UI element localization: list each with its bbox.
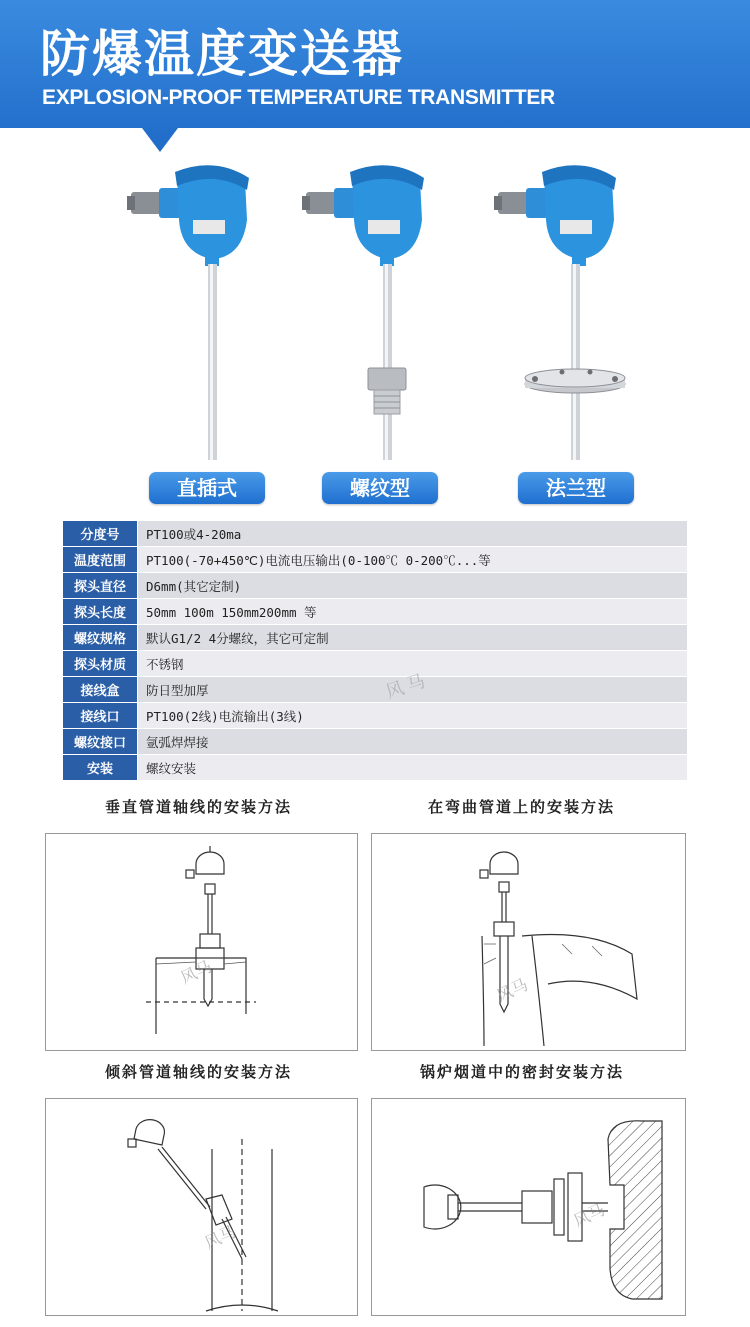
spec-value: D6mm(其它定制) bbox=[138, 573, 687, 598]
caption-inclined-pipe: 倾斜管道轴线的安装方法 bbox=[105, 1063, 293, 1081]
spec-row bbox=[63, 625, 687, 650]
diagram-vertical-pipe bbox=[45, 833, 358, 1051]
spec-label: 探头直径 bbox=[63, 573, 137, 598]
spec-row bbox=[63, 547, 687, 572]
spec-row bbox=[63, 521, 687, 546]
caption-boiler-flue: 锅炉烟道中的密封安装方法 bbox=[420, 1063, 625, 1081]
spec-label: 安装 bbox=[63, 755, 137, 780]
diagram-boiler-flue bbox=[371, 1098, 686, 1316]
spec-label: 探头材质 bbox=[63, 651, 137, 676]
flange-transmitter-image bbox=[492, 160, 672, 460]
spec-label: 温度范围 bbox=[63, 547, 137, 572]
spec-value: 防日型加厚 bbox=[138, 677, 687, 702]
spec-row bbox=[63, 677, 687, 702]
spec-value: 50mm 100m 150mm200mm 等 bbox=[138, 599, 687, 624]
spec-row bbox=[63, 573, 687, 598]
spec-row bbox=[63, 703, 687, 728]
page-title: 防爆温度变送器 bbox=[40, 25, 404, 83]
transmitter-head-icon bbox=[127, 165, 249, 266]
caption-bent-pipe: 在弯曲管道上的安装方法 bbox=[428, 798, 616, 816]
caption-vertical-pipe: 垂直管道轴线的安装方法 bbox=[105, 798, 293, 816]
type-button-straight[interactable]: 直插式 bbox=[149, 472, 265, 504]
spec-row bbox=[63, 729, 687, 754]
spec-row bbox=[63, 755, 687, 780]
spec-value: PT100或4-20ma bbox=[138, 521, 687, 546]
spec-label: 螺纹接口 bbox=[63, 729, 137, 754]
spec-value: PT100(-70+450℃)电流电压输出(0-100℃ 0-200℃...等 bbox=[138, 547, 687, 572]
spec-label: 螺纹规格 bbox=[63, 625, 137, 650]
diagram-inclined-pipe bbox=[45, 1098, 358, 1316]
spec-row bbox=[63, 599, 687, 624]
spec-label: 分度号 bbox=[63, 521, 137, 546]
threaded-transmitter-image bbox=[300, 160, 480, 460]
spec-label: 接线盒 bbox=[63, 677, 137, 702]
watermark: 风马 bbox=[570, 1199, 608, 1231]
spec-value: 氩弧焊焊接 bbox=[138, 729, 687, 754]
spec-row bbox=[63, 651, 687, 676]
type-button-flange[interactable]: 法兰型 bbox=[518, 472, 634, 504]
transmitter-head-icon bbox=[302, 165, 424, 266]
type-button-threaded[interactable]: 螺纹型 bbox=[322, 472, 438, 504]
spec-value: 不锈钢 bbox=[138, 651, 687, 676]
spec-table bbox=[63, 521, 687, 781]
straight-insert-transmitter-image bbox=[125, 160, 305, 460]
spec-value: 螺纹安装 bbox=[138, 755, 687, 780]
page-subtitle: EXPLOSION-PROOF TEMPERATURE TRANSMITTER bbox=[42, 86, 555, 109]
watermark: 风马 bbox=[201, 1221, 239, 1253]
spec-value: 默认G1/2 4分螺纹，其它可定制 bbox=[138, 625, 687, 650]
transmitter-head-icon bbox=[494, 165, 616, 266]
watermark: 风马 bbox=[383, 669, 432, 704]
spec-value: PT100(2线)电流输出(3线) bbox=[138, 703, 687, 728]
watermark: 风马 bbox=[493, 974, 531, 1006]
diagram-bent-pipe bbox=[371, 833, 686, 1051]
spec-label: 探头长度 bbox=[63, 599, 137, 624]
watermark: 风马 bbox=[177, 956, 215, 988]
spec-label: 接线口 bbox=[63, 703, 137, 728]
